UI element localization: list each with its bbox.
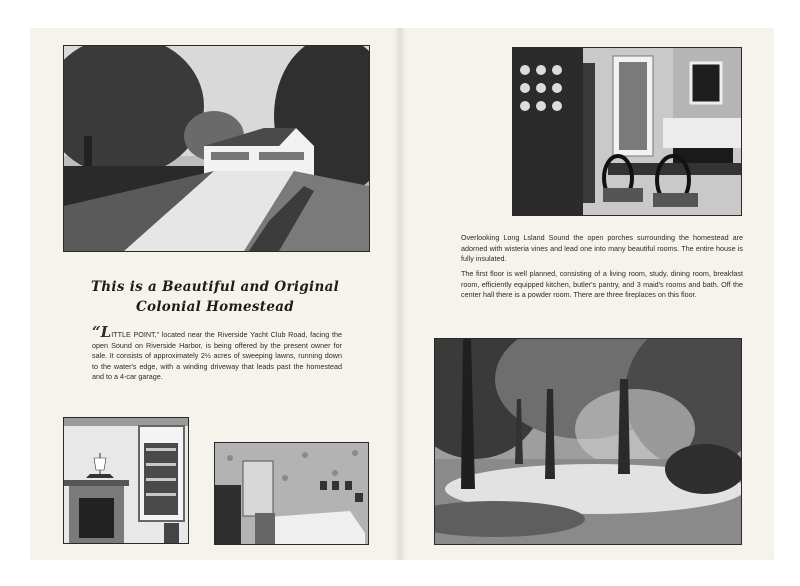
photo-living-room-fireplace [63, 417, 189, 544]
description-paragraph-1: Overlooking Long Lsland Sound the open porches surrounding the homestead are adorned with wisteria vines and lead one into many beautiful rooms. The entire house is fully insulated. [461, 233, 743, 264]
page-title [45, 277, 385, 317]
photo-dining-room [512, 47, 742, 216]
title-line-1: This is a Beautiful and Original [90, 279, 340, 295]
photo-lawn-trees [434, 338, 742, 545]
intro-text: located near the Riverside Yacht Club Road, facing the open Sound on Riverside Harbor, is being offered by the present owner for sale. It consists of approximately 2½ acres of sweeping lawns, running down to the water's edge, with a winding driveway that leads past the homestead and to a 4-car garage. [92, 330, 342, 382]
title-line-2: Colonial Homestead [135, 299, 295, 315]
dropcap-letter: L [100, 323, 112, 341]
photo-bedroom [214, 442, 369, 545]
intro-caps: ITTLE POINT, [111, 330, 157, 339]
open-quote: “ [92, 323, 101, 341]
description-paragraph-2: The first floor is well planned, consisting of a living room, study, dining room, breakfast room, efficiently equipped kitchen, butler's pantry, and 3 maid's rooms and bath. Off the center hall there is a powder room. There are three fireplaces on this floor. [461, 269, 743, 300]
intro-paragraph [92, 323, 342, 383]
close-quote: ” [156, 330, 160, 339]
photo-driveway-garage [63, 45, 370, 252]
